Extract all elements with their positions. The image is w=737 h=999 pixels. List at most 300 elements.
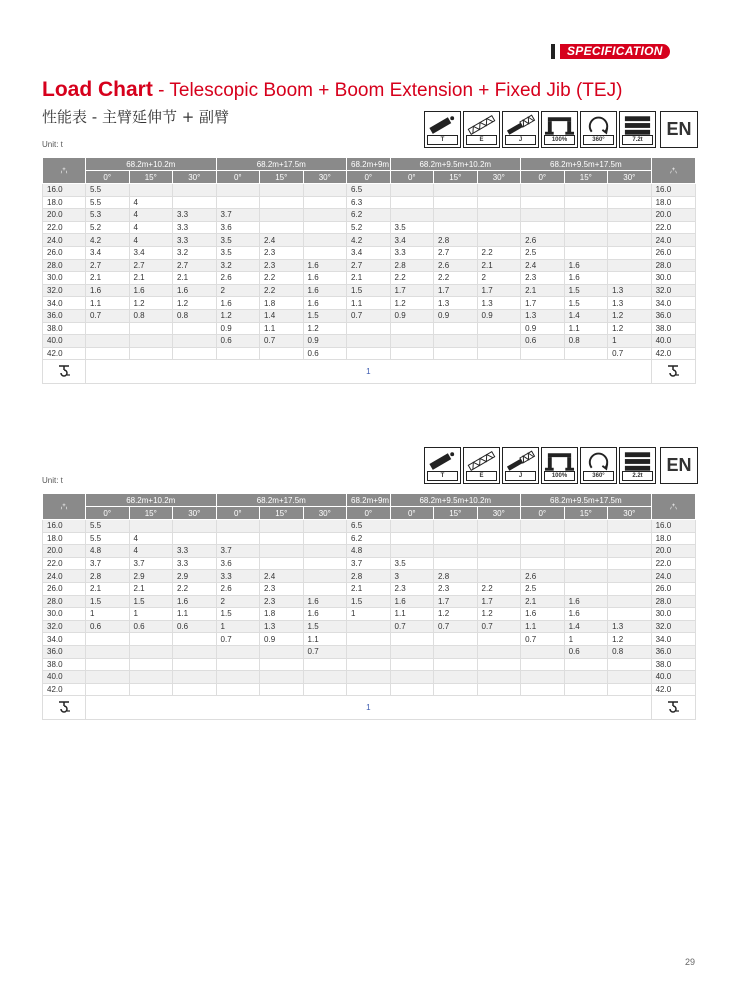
load-cell: 3.3 bbox=[173, 209, 217, 222]
load-cell: 1 bbox=[608, 335, 652, 348]
load-cell bbox=[303, 221, 347, 234]
load-cell bbox=[564, 671, 608, 684]
load-cell bbox=[477, 570, 521, 583]
load-cell: 2.1 bbox=[86, 582, 130, 595]
load-cell bbox=[86, 683, 130, 696]
load-cell bbox=[608, 196, 652, 209]
load-cell: 2.3 bbox=[260, 595, 304, 608]
load-cell: 3.4 bbox=[347, 246, 391, 259]
load-cell: 3.7 bbox=[129, 557, 173, 570]
load-cell: 2.1 bbox=[86, 272, 130, 285]
load-cell: 4.8 bbox=[347, 545, 391, 558]
load-cell: 2.8 bbox=[390, 259, 434, 272]
load-cell: 0.6 bbox=[521, 335, 565, 348]
load-cell bbox=[564, 532, 608, 545]
load-cell: 1.5 bbox=[347, 595, 391, 608]
load-cell bbox=[129, 335, 173, 348]
icon-caption: 360° bbox=[583, 135, 614, 145]
load-cell: 1.2 bbox=[173, 297, 217, 310]
load-cell: 3.4 bbox=[86, 246, 130, 259]
config-icons-2 bbox=[424, 447, 698, 484]
table-row bbox=[43, 322, 696, 335]
load-cell bbox=[434, 209, 478, 222]
load-cell: 1.3 bbox=[608, 284, 652, 297]
page-number: 29 bbox=[684, 957, 695, 967]
config-icons-1 bbox=[424, 111, 698, 148]
load-cell bbox=[173, 671, 217, 684]
load-cell: 3.3 bbox=[173, 557, 217, 570]
hook-icon bbox=[651, 360, 695, 384]
angle-header: 15° bbox=[434, 507, 478, 520]
load-cell bbox=[173, 645, 217, 658]
load-cell: 3.3 bbox=[216, 570, 260, 583]
table-row bbox=[43, 671, 696, 684]
radius-cell: 38.0 bbox=[43, 658, 86, 671]
load-cell: 1.1 bbox=[521, 620, 565, 633]
load-cell: 4.2 bbox=[347, 234, 391, 247]
load-cell bbox=[303, 658, 347, 671]
angle-header: 15° bbox=[129, 507, 173, 520]
table-row bbox=[43, 545, 696, 558]
load-cell: 0.9 bbox=[390, 309, 434, 322]
radius-cell: 26.0 bbox=[651, 582, 695, 595]
load-cell bbox=[608, 582, 652, 595]
icon-caption: J bbox=[505, 471, 536, 481]
load-cell: 1.2 bbox=[434, 608, 478, 621]
load-cell: 2.3 bbox=[260, 246, 304, 259]
reeving-row bbox=[43, 360, 696, 384]
load-cell: 4 bbox=[129, 221, 173, 234]
load-cell: 1.6 bbox=[390, 595, 434, 608]
load-cell: 1.6 bbox=[564, 259, 608, 272]
load-cell bbox=[390, 520, 434, 533]
angle-header: 0° bbox=[86, 171, 130, 184]
load-cell: 2.8 bbox=[86, 570, 130, 583]
load-cell: 3.7 bbox=[347, 557, 391, 570]
load-cell: 1.6 bbox=[303, 595, 347, 608]
load-cell bbox=[434, 645, 478, 658]
load-cell bbox=[390, 532, 434, 545]
boom-extension-icon bbox=[463, 447, 500, 484]
angle-header: 30° bbox=[303, 507, 347, 520]
load-cell: 1.2 bbox=[608, 309, 652, 322]
load-cell: 2.1 bbox=[129, 582, 173, 595]
load-cell bbox=[129, 633, 173, 646]
load-cell bbox=[434, 335, 478, 348]
icon-caption: 7.2t bbox=[622, 135, 653, 145]
angle-header: 0° bbox=[347, 507, 391, 520]
load-cell bbox=[347, 347, 391, 360]
table-row bbox=[43, 209, 696, 222]
radius-cell: 32.0 bbox=[651, 620, 695, 633]
icon-caption: 360° bbox=[583, 471, 614, 481]
load-cell: 2.7 bbox=[347, 259, 391, 272]
load-cell bbox=[390, 196, 434, 209]
table-row bbox=[43, 259, 696, 272]
load-cell: 1.3 bbox=[434, 297, 478, 310]
load-cell: 0.6 bbox=[564, 645, 608, 658]
load-cell: 4.2 bbox=[86, 234, 130, 247]
radius-cell: 20.0 bbox=[651, 209, 695, 222]
table-row bbox=[43, 608, 696, 621]
load-cell bbox=[564, 184, 608, 197]
load-cell: 0.7 bbox=[347, 309, 391, 322]
load-cell bbox=[521, 520, 565, 533]
load-cell bbox=[608, 608, 652, 621]
load-cell bbox=[86, 347, 130, 360]
load-cell bbox=[521, 196, 565, 209]
radius-cell: 30.0 bbox=[43, 608, 86, 621]
load-cell bbox=[303, 570, 347, 583]
load-cell: 6.3 bbox=[347, 196, 391, 209]
load-cell bbox=[129, 347, 173, 360]
radius-cell: 16.0 bbox=[651, 520, 695, 533]
load-cell: 2 bbox=[477, 272, 521, 285]
load-cell bbox=[608, 532, 652, 545]
section-tab-label: SPECIFICATION bbox=[560, 44, 670, 59]
boom-group-header: 68.2m+9.5m+10.2m bbox=[390, 158, 521, 171]
language-badge: EN bbox=[660, 447, 698, 484]
table-row bbox=[43, 582, 696, 595]
load-cell bbox=[477, 347, 521, 360]
load-cell bbox=[608, 595, 652, 608]
load-cell bbox=[303, 683, 347, 696]
load-cell bbox=[564, 570, 608, 583]
load-cell bbox=[434, 347, 478, 360]
radius-cell: 30.0 bbox=[651, 608, 695, 621]
load-cell: 3.6 bbox=[216, 221, 260, 234]
section-tab-bar bbox=[551, 44, 555, 59]
load-cell: 1.6 bbox=[303, 297, 347, 310]
radius-cell: 36.0 bbox=[651, 309, 695, 322]
load-cell bbox=[347, 683, 391, 696]
load-cell bbox=[86, 335, 130, 348]
load-cell: 1.6 bbox=[564, 595, 608, 608]
load-cell: 1.2 bbox=[129, 297, 173, 310]
load-cell: 0.7 bbox=[434, 620, 478, 633]
table-row bbox=[43, 272, 696, 285]
load-cell: 5.5 bbox=[86, 532, 130, 545]
load-cell: 1.4 bbox=[260, 309, 304, 322]
load-cell: 0.6 bbox=[129, 620, 173, 633]
load-cell: 3.5 bbox=[390, 221, 434, 234]
load-cell: 1.7 bbox=[477, 284, 521, 297]
load-cell bbox=[434, 532, 478, 545]
load-cell bbox=[173, 520, 217, 533]
load-cell bbox=[564, 246, 608, 259]
load-cell: 0.9 bbox=[434, 309, 478, 322]
load-cell: 2.6 bbox=[216, 582, 260, 595]
angle-header: 0° bbox=[347, 171, 391, 184]
load-cell bbox=[173, 683, 217, 696]
load-cell: 2.7 bbox=[86, 259, 130, 272]
load-cell bbox=[129, 322, 173, 335]
load-cell: 1.6 bbox=[129, 284, 173, 297]
load-cell bbox=[129, 520, 173, 533]
load-cell bbox=[260, 209, 304, 222]
boom-group-header: 68.2m+10.2m bbox=[86, 494, 217, 507]
load-cell bbox=[347, 620, 391, 633]
load-cell: 1 bbox=[347, 608, 391, 621]
load-cell bbox=[434, 520, 478, 533]
load-cell: 1.3 bbox=[521, 309, 565, 322]
load-cell: 0.9 bbox=[477, 309, 521, 322]
load-cell bbox=[521, 683, 565, 696]
load-cell bbox=[129, 184, 173, 197]
radius-cell: 32.0 bbox=[43, 284, 86, 297]
radius-column-icon bbox=[43, 158, 86, 184]
load-cell: 0.7 bbox=[608, 347, 652, 360]
load-cell bbox=[216, 645, 260, 658]
load-cell: 3.3 bbox=[173, 545, 217, 558]
icon-caption: 100% bbox=[544, 471, 575, 481]
load-cell bbox=[303, 671, 347, 684]
section-tab bbox=[551, 44, 670, 59]
load-cell: 0.9 bbox=[216, 322, 260, 335]
load-cell bbox=[216, 184, 260, 197]
load-cell bbox=[477, 671, 521, 684]
load-cell: 3.7 bbox=[216, 545, 260, 558]
hook-icon bbox=[43, 360, 86, 384]
load-cell: 3.4 bbox=[390, 234, 434, 247]
icon-caption: E bbox=[466, 471, 497, 481]
load-cell bbox=[477, 633, 521, 646]
load-cell bbox=[390, 209, 434, 222]
radius-cell: 42.0 bbox=[43, 347, 86, 360]
load-cell: 2.3 bbox=[434, 582, 478, 595]
load-cell bbox=[216, 347, 260, 360]
radius-cell: 24.0 bbox=[651, 570, 695, 583]
load-cell bbox=[564, 221, 608, 234]
boom-group-header: 68.2m+17.5m bbox=[216, 494, 347, 507]
radius-cell: 22.0 bbox=[651, 557, 695, 570]
load-cell: 3 bbox=[390, 570, 434, 583]
radius-cell: 38.0 bbox=[651, 658, 695, 671]
reeving-row bbox=[43, 696, 696, 720]
load-cell: 3.7 bbox=[216, 209, 260, 222]
load-cell bbox=[303, 532, 347, 545]
load-cell bbox=[608, 234, 652, 247]
load-cell bbox=[173, 347, 217, 360]
table-row bbox=[43, 683, 696, 696]
boom-extension-icon bbox=[463, 111, 500, 148]
load-cell: 4 bbox=[129, 209, 173, 222]
load-cell bbox=[608, 184, 652, 197]
load-cell: 2.1 bbox=[521, 595, 565, 608]
radius-cell: 28.0 bbox=[43, 259, 86, 272]
load-cell: 1.3 bbox=[260, 620, 304, 633]
load-cell: 1.6 bbox=[303, 259, 347, 272]
load-cell bbox=[86, 633, 130, 646]
load-cell bbox=[477, 335, 521, 348]
angle-header: 30° bbox=[477, 507, 521, 520]
load-cell: 1.8 bbox=[260, 608, 304, 621]
load-cell: 2.6 bbox=[521, 570, 565, 583]
angle-header: 15° bbox=[260, 507, 304, 520]
load-cell: 5.2 bbox=[86, 221, 130, 234]
load-cell bbox=[347, 658, 391, 671]
load-cell bbox=[260, 532, 304, 545]
load-cell bbox=[434, 184, 478, 197]
table-row bbox=[43, 620, 696, 633]
fixed-jib-icon bbox=[502, 111, 539, 148]
load-cell bbox=[129, 683, 173, 696]
icon-caption: T bbox=[427, 135, 458, 145]
icon-caption: 2.2t bbox=[622, 471, 653, 481]
load-cell bbox=[477, 520, 521, 533]
load-cell: 2.1 bbox=[477, 259, 521, 272]
load-cell bbox=[390, 322, 434, 335]
load-cell: 2 bbox=[216, 595, 260, 608]
load-cell bbox=[260, 520, 304, 533]
load-cell: 4 bbox=[129, 532, 173, 545]
load-cell: 2.3 bbox=[521, 272, 565, 285]
radius-cell: 18.0 bbox=[651, 532, 695, 545]
table-row bbox=[43, 532, 696, 545]
load-cell: 5.5 bbox=[86, 520, 130, 533]
load-cell: 1.2 bbox=[608, 322, 652, 335]
load-cell: 1.5 bbox=[303, 309, 347, 322]
angle-header: 0° bbox=[390, 507, 434, 520]
load-cell: 1.1 bbox=[260, 322, 304, 335]
load-cell bbox=[129, 658, 173, 671]
load-cell bbox=[260, 683, 304, 696]
load-cell: 1.7 bbox=[434, 595, 478, 608]
load-cell bbox=[216, 683, 260, 696]
load-cell: 1.2 bbox=[477, 608, 521, 621]
load-cell bbox=[86, 671, 130, 684]
load-cell bbox=[216, 671, 260, 684]
load-cell: 2.2 bbox=[260, 284, 304, 297]
load-cell bbox=[521, 671, 565, 684]
rotation-icon bbox=[580, 447, 617, 484]
load-cell: 1.5 bbox=[564, 297, 608, 310]
load-cell bbox=[608, 557, 652, 570]
unit-label-1: Unit: t bbox=[42, 140, 63, 149]
load-cell bbox=[216, 520, 260, 533]
load-cell: 2.2 bbox=[173, 582, 217, 595]
table-row bbox=[43, 234, 696, 247]
page-title bbox=[42, 78, 622, 102]
load-cell: 0.9 bbox=[303, 335, 347, 348]
load-cell bbox=[608, 545, 652, 558]
angle-header: 15° bbox=[564, 171, 608, 184]
load-cell bbox=[521, 221, 565, 234]
load-cell bbox=[564, 209, 608, 222]
load-cell: 0.8 bbox=[608, 645, 652, 658]
load-cell bbox=[608, 520, 652, 533]
load-cell bbox=[434, 545, 478, 558]
load-cell bbox=[521, 347, 565, 360]
load-cell: 2.4 bbox=[521, 259, 565, 272]
load-cell: 1.5 bbox=[347, 284, 391, 297]
load-cell: 1.4 bbox=[564, 309, 608, 322]
load-cell bbox=[521, 545, 565, 558]
language-badge: EN bbox=[660, 111, 698, 148]
load-cell bbox=[390, 645, 434, 658]
radius-cell: 40.0 bbox=[43, 335, 86, 348]
load-cell: 2.2 bbox=[260, 272, 304, 285]
load-cell bbox=[173, 335, 217, 348]
load-cell: 0.7 bbox=[216, 633, 260, 646]
load-cell bbox=[260, 221, 304, 234]
load-cell bbox=[390, 671, 434, 684]
page-subtitle: 性能表 - 主臂延伸节 + 副臂 bbox=[42, 108, 230, 126]
hook-icon bbox=[651, 696, 695, 720]
load-cell bbox=[477, 221, 521, 234]
table-row bbox=[43, 221, 696, 234]
load-cell: 3.7 bbox=[86, 557, 130, 570]
load-cell bbox=[477, 184, 521, 197]
load-cell: 1.7 bbox=[390, 284, 434, 297]
load-cell bbox=[477, 234, 521, 247]
load-cell bbox=[347, 633, 391, 646]
radius-cell: 18.0 bbox=[43, 196, 86, 209]
radius-cell: 30.0 bbox=[43, 272, 86, 285]
telescopic-boom-icon bbox=[424, 111, 461, 148]
load-cell bbox=[347, 671, 391, 684]
table-row bbox=[43, 658, 696, 671]
angle-header: 0° bbox=[521, 507, 565, 520]
load-cell bbox=[390, 545, 434, 558]
load-cell: 0.7 bbox=[86, 309, 130, 322]
load-cell bbox=[303, 557, 347, 570]
radius-cell: 22.0 bbox=[651, 221, 695, 234]
load-cell bbox=[434, 683, 478, 696]
reeving-value: 1 bbox=[86, 696, 652, 720]
table-row bbox=[43, 557, 696, 570]
load-cell bbox=[564, 520, 608, 533]
load-cell: 1.1 bbox=[173, 608, 217, 621]
load-cell: 0.8 bbox=[564, 335, 608, 348]
load-cell: 2.4 bbox=[260, 570, 304, 583]
angle-header: 30° bbox=[303, 171, 347, 184]
angle-header: 30° bbox=[608, 171, 652, 184]
load-cell bbox=[129, 671, 173, 684]
load-cell bbox=[434, 557, 478, 570]
load-cell bbox=[608, 671, 652, 684]
radius-cell: 28.0 bbox=[651, 259, 695, 272]
load-cell: 2.5 bbox=[521, 246, 565, 259]
load-cell bbox=[521, 532, 565, 545]
load-cell bbox=[564, 658, 608, 671]
load-chart-table-2 bbox=[42, 493, 696, 720]
load-cell: 2.6 bbox=[521, 234, 565, 247]
load-cell bbox=[173, 196, 217, 209]
radius-cell: 26.0 bbox=[651, 246, 695, 259]
load-cell bbox=[86, 322, 130, 335]
load-cell bbox=[434, 658, 478, 671]
load-cell: 1.5 bbox=[303, 620, 347, 633]
load-cell bbox=[477, 645, 521, 658]
boom-group-header: 68.2m+17.5m bbox=[216, 158, 347, 171]
angle-header: 15° bbox=[564, 507, 608, 520]
load-cell: 2.7 bbox=[173, 259, 217, 272]
load-cell: 2.3 bbox=[390, 582, 434, 595]
load-cell: 0.8 bbox=[129, 309, 173, 322]
load-cell: 2.2 bbox=[390, 272, 434, 285]
radius-cell: 38.0 bbox=[651, 322, 695, 335]
load-cell bbox=[434, 671, 478, 684]
page-title-rest: - Telescopic Boom + Boom Extension + Fixed Jib (TEJ) bbox=[152, 80, 623, 101]
table-row bbox=[43, 645, 696, 658]
radius-cell: 22.0 bbox=[43, 557, 86, 570]
radius-column-icon-right bbox=[651, 158, 695, 184]
load-cell bbox=[608, 246, 652, 259]
table-row bbox=[43, 246, 696, 259]
load-cell bbox=[608, 683, 652, 696]
load-cell: 5.5 bbox=[86, 196, 130, 209]
